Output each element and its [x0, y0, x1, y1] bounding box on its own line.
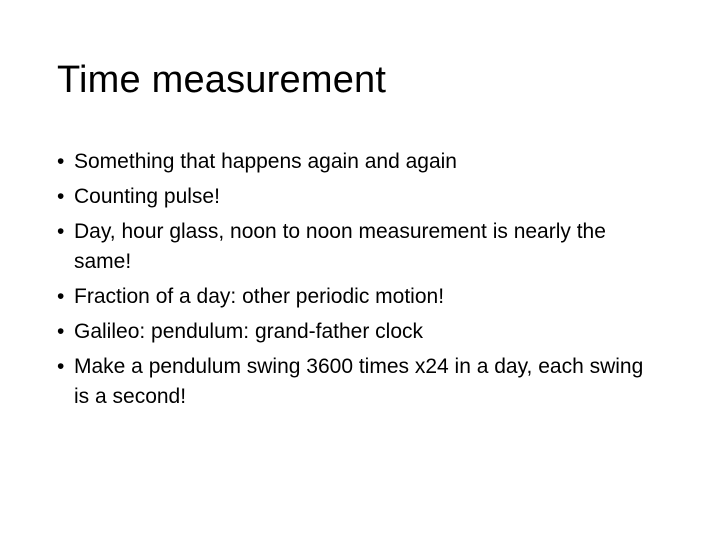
bullet-dot-icon: • — [57, 285, 65, 308]
bullet-item — [57, 352, 657, 412]
bullet-text: Fraction of a day: other periodic motion! — [74, 285, 445, 308]
bullet-dot-icon: • — [57, 220, 65, 243]
bullet-dot-icon: • — [57, 355, 65, 378]
bullet-item — [57, 182, 657, 212]
bullet-text: Day, hour glass, noon to noon measurement is nearly the same! — [74, 220, 606, 273]
slide-title: Time measurement — [57, 59, 387, 101]
bullet-text: Make a pendulum swing 3600 times x24 in a day, each swing is a second! — [74, 355, 644, 408]
bullet-text: Galileo: pendulum: grand-father clock — [74, 320, 424, 343]
bullet-text: Something that happens again and again — [74, 150, 457, 173]
bullet-item — [57, 282, 657, 312]
bullet-text: Counting pulse! — [74, 185, 220, 208]
bullet-dot-icon: • — [57, 320, 65, 343]
bullet-list — [57, 147, 657, 417]
bullet-dot-icon: • — [57, 150, 65, 173]
bullet-item — [57, 147, 657, 177]
bullet-item — [57, 317, 657, 347]
bullet-item — [57, 217, 657, 277]
bullet-dot-icon: • — [57, 185, 65, 208]
